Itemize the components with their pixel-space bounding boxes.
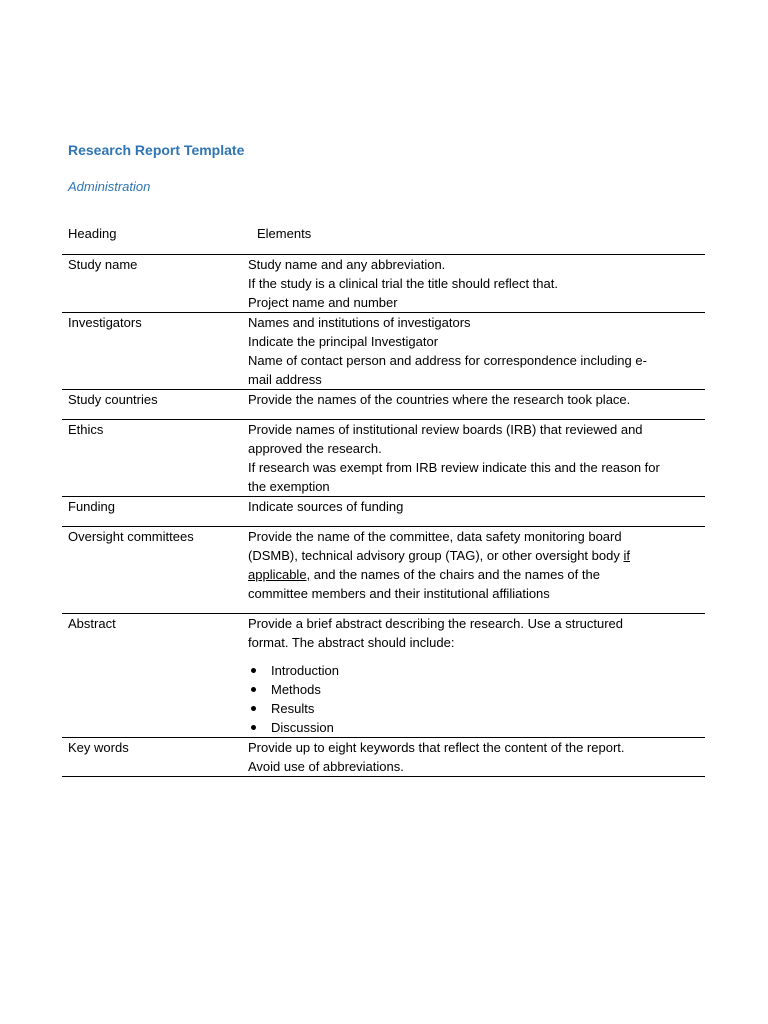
row-line: Study name and any abbreviation.: [248, 257, 446, 272]
row-text: (DSMB), technical advisory group (TAG), or other oversight body: [248, 548, 624, 563]
row-elements: [248, 313, 705, 389]
document-title: Research Report Template: [68, 142, 245, 158]
row-line: If the study is a clinical trial the title should reflect that.: [248, 276, 558, 291]
row-line: If research was exempt from IRB review indicate this and the reason for: [248, 460, 660, 475]
row-line: Provide a brief abstract describing the research. Use a structured: [248, 616, 624, 631]
bullet-item: Introduction: [248, 661, 699, 680]
row-heading: Study name: [68, 257, 138, 272]
bullet-item: Results: [248, 699, 699, 718]
row-line: Provide up to eight keywords that reflect the content of the report.: [248, 740, 625, 755]
row-text: and the names of the chairs and the names of the: [310, 567, 600, 582]
row-elements: [248, 527, 705, 603]
bullet-list: [248, 661, 699, 737]
row-line: approved the research.: [248, 441, 382, 456]
table-row: [62, 419, 705, 496]
row-elements: [248, 390, 705, 409]
row-heading: Ethics: [68, 422, 104, 437]
bullet-item: Methods: [248, 680, 699, 699]
row-heading: Study countries: [68, 392, 158, 407]
row-line: Name of contact person and address for correspondence including e-: [248, 353, 647, 368]
table-row: [62, 737, 705, 777]
row-line: [248, 546, 699, 565]
section-title: Administration: [68, 179, 151, 194]
table-header-row: [62, 224, 705, 254]
row-elements: [248, 497, 705, 516]
row-line: Provide the names of the countries where the research took place.: [248, 392, 631, 407]
row-line: mail address: [248, 372, 322, 387]
table-row: [62, 613, 705, 737]
table-row: [62, 526, 705, 613]
content-table: [62, 224, 705, 777]
row-line: [248, 565, 699, 584]
row-elements: [248, 255, 705, 312]
row-heading: Oversight committees: [68, 529, 194, 544]
row-line: Avoid use of abbreviations.: [248, 759, 404, 774]
row-line: Project name and number: [248, 295, 398, 310]
table-row: [62, 389, 705, 419]
row-line: Provide the name of the committee, data safety monitoring board: [248, 529, 622, 544]
row-text-underlined: applicable,: [248, 567, 311, 582]
table-row: [62, 312, 705, 389]
row-elements: [248, 738, 705, 776]
row-line: committee members and their institutional affiliations: [248, 586, 550, 601]
header-elements: Elements: [257, 226, 312, 241]
row-elements: [248, 420, 705, 496]
row-line: Names and institutions of investigators: [248, 315, 471, 330]
row-elements: [248, 614, 705, 737]
row-line: the exemption: [248, 479, 330, 494]
row-heading: Investigators: [68, 315, 142, 330]
row-heading: Abstract: [68, 616, 116, 631]
row-line: Indicate the principal Investigator: [248, 334, 439, 349]
row-text-underlined: if: [623, 548, 630, 563]
bullet-item: Discussion: [248, 718, 699, 737]
row-line: Indicate sources of funding: [248, 499, 404, 514]
table-row: [62, 496, 705, 526]
row-line: Provide names of institutional review boards (IRB) that reviewed and: [248, 422, 643, 437]
header-heading: Heading: [68, 226, 117, 241]
row-heading: Funding: [68, 499, 115, 514]
row-heading: Key words: [68, 740, 129, 755]
row-line: format. The abstract should include:: [248, 635, 455, 650]
table-row: [62, 254, 705, 312]
